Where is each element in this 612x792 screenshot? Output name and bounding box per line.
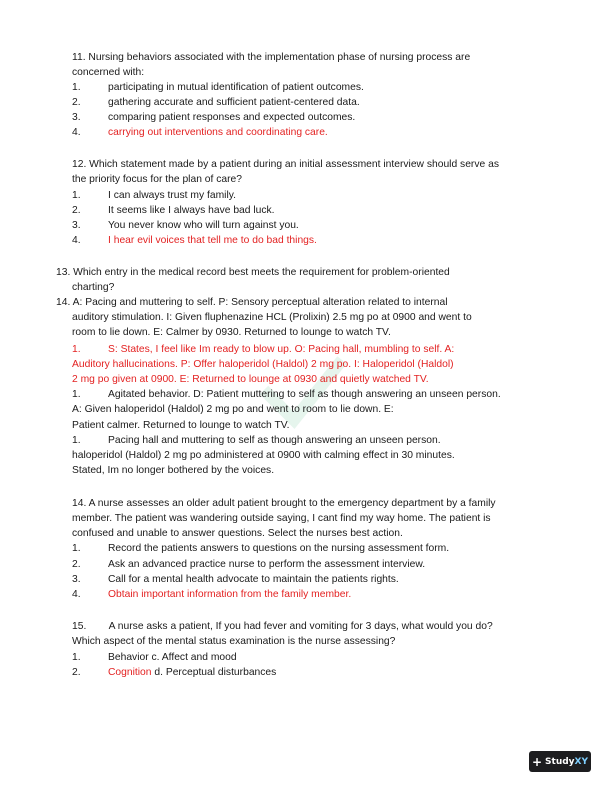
option-text-correct: carrying out interventions and coordinating care. (108, 127, 328, 138)
option-text-rest: d. Perceptual disturbances (151, 667, 277, 678)
q12-stem-line2: the priority focus for the plan of care? (72, 174, 242, 185)
q13-stem-line2: charting? (72, 282, 115, 293)
badge-brand-xy: XY (574, 756, 589, 767)
q13-stem-line1: 13. Which entry in the medical record best meets the requirement for problem-oriented (56, 267, 450, 278)
q13-option-a-line2: auditory stimulation. I: Given fluphenazine HCL (Prolixin) 2.5 mg po at 0900 and went to (72, 312, 472, 323)
option-text: Agitated behavior. D: Patient muttering to self as though answering an unseen person. (108, 389, 501, 400)
option-text: participating in mutual identification of patient outcomes. (108, 82, 364, 93)
q14-stem-line1: 14. A nurse assesses an older adult patient brought to the emergency department by a family (72, 498, 496, 509)
q13-option-c-line3: Patient calmer. Returned to lounge to watch TV. (72, 420, 290, 431)
option-number: 4. (72, 235, 81, 246)
option-text: gathering accurate and sufficient patient-centered data. (108, 97, 360, 108)
option-number: 1. (72, 543, 81, 554)
option-number: 2. (72, 559, 81, 570)
q13-answer-line3: 2 mg po given at 0900. E: Returned to lounge at 0930 and quietly watched TV. (72, 374, 429, 385)
option-text (108, 666, 276, 680)
option-number: 3. (72, 574, 81, 585)
studyxy-badge[interactable] (529, 751, 591, 772)
option-text: Record the patients answers to questions on the nursing assessment form. (108, 543, 450, 554)
option-text-correct: Obtain important information from the family member. (108, 589, 352, 600)
q14-stem-line2: member. The patient was wandering outside saying, I cant find my way home. The patient is (72, 513, 491, 524)
q11-stem-line2: concerned with: (72, 67, 145, 78)
q13-option-d-line2: haloperidol (Haldol) 2 mg po administered at 0900 with calming effect in 30 minutes. (72, 450, 455, 461)
plus-icon: + (531, 754, 543, 769)
option-text: It seems like I always have bad luck. (108, 205, 275, 216)
option-number: 3. (72, 112, 81, 123)
q13-option-d-line3: Stated, Im no longer bothered by the voices. (72, 465, 275, 476)
option-text: Behavior c. Affect and mood (108, 652, 237, 663)
option-number: 4. (72, 589, 81, 600)
q14-stem-line3: confused and unable to answer questions. Select the nurses best action. (72, 528, 403, 539)
q13-answer-line2: Auditory hallucinations. P: Offer haloperidol (Haldol) 2 mg po. I: Haloperidol (Haldol) (72, 359, 454, 370)
option-number: 2. (72, 667, 81, 678)
option-number: 1. (72, 652, 81, 663)
q12-stem-line1: 12. Which statement made by a patient during an initial assessment interview should serve as (72, 159, 499, 170)
option-number: 1. (72, 344, 81, 355)
option-number: 1. (72, 435, 81, 446)
option-number: 2. (72, 205, 81, 216)
option-number: 2. (72, 97, 81, 108)
option-text: Call for a mental health advocate to maintain the patients rights. (108, 574, 399, 585)
q13-option-a-line1: 14. A: Pacing and muttering to self. P: Sensory perceptual alteration related to internal (56, 297, 448, 308)
q15-stem-line1: 15. A nurse asks a patient, If you had fever and vomiting for 3 days, what would you do? (72, 621, 493, 632)
answer-text: S: States, I feel like Im ready to blow up. O: Pacing hall, mumbling to self. A: (108, 344, 455, 355)
option-number: 1. (72, 82, 81, 93)
option-number: 3. (72, 220, 81, 231)
q13-option-c-line2: A: Given haloperidol (Haldol) 2 mg po and went to room to lie down. E: (72, 404, 394, 415)
q13-option-a-line3: room to lie down. E: Calmer by 0930. Returned to lounge to watch TV. (72, 327, 391, 338)
option-number: 4. (72, 127, 81, 138)
option-text-correct: I hear evil voices that tell me to do bad things. (108, 235, 317, 246)
option-text: Pacing hall and muttering to self as though answering an unseen person. (108, 435, 441, 446)
option-number: 1. (72, 389, 81, 400)
option-text: comparing patient responses and expected outcomes. (108, 112, 356, 123)
option-text-correct: Cognition (108, 667, 152, 678)
option-text: I can always trust my family. (108, 190, 236, 201)
q11-stem-line1: 11. Nursing behaviors associated with the implementation phase of nursing process are (72, 52, 471, 63)
option-text: You never know who will turn against you. (108, 220, 299, 231)
badge-brand (545, 757, 588, 767)
q15-stem-line2: Which aspect of the mental status examination is the nurse assessing? (72, 636, 396, 647)
option-number: 1. (72, 190, 81, 201)
option-text: Ask an advanced practice nurse to perform the assessment interview. (108, 559, 426, 570)
badge-brand-study: Study (545, 756, 575, 767)
